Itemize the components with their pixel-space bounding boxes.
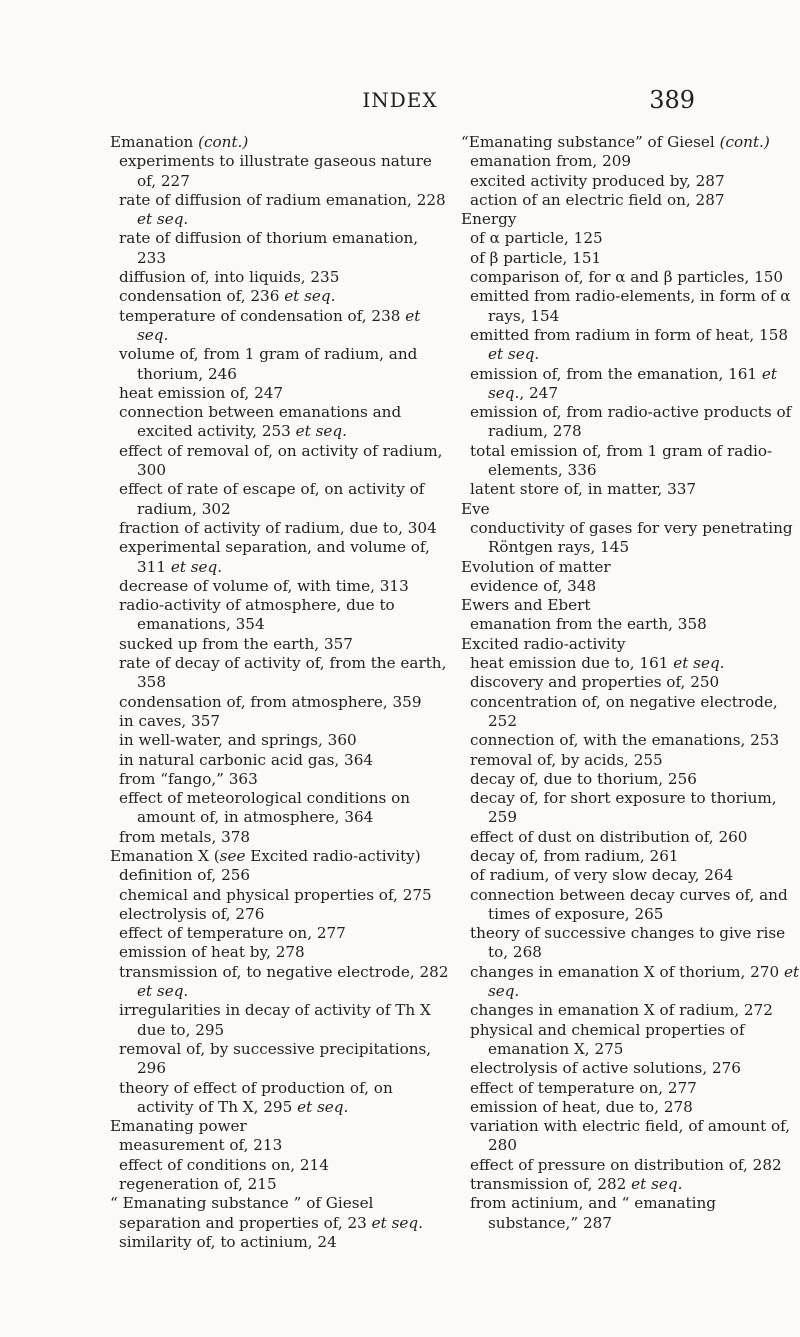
index-subentry [461, 751, 800, 770]
index-subentry [110, 1001, 450, 1040]
index-heading [461, 133, 800, 152]
index-subentry [461, 866, 800, 885]
index-subentry [110, 693, 450, 712]
index-heading [461, 596, 800, 615]
entry-text: Evolution of matter [461, 557, 611, 576]
entry-text: emission of, from the emanation, 161 [470, 364, 758, 383]
entry-text: rate of diffusion of radium emanation, 228 [119, 190, 446, 209]
entry-text: emanation from, 209 [470, 152, 632, 171]
entry-text: emission of, from radio-active products of radium, 278 [470, 403, 792, 441]
entry-text: decay of, for short exposure to thorium, 259 [470, 789, 777, 827]
entry-italic-note: et seq. [137, 306, 421, 344]
index-subentry [110, 191, 450, 230]
entry-text: in well-water, and springs, 360 [119, 731, 357, 750]
index-subentry [110, 654, 450, 693]
entry-italic-note: et seq. [284, 287, 336, 306]
index-subentry [461, 1021, 800, 1060]
index-subentry [461, 789, 800, 828]
entry-text: electrolysis of active solutions, 276 [470, 1059, 741, 1078]
index-subentry [461, 1156, 800, 1175]
entry-text: in caves, 357 [119, 711, 221, 730]
entry-text: theory of successive changes to give rise to, 268 [470, 924, 786, 962]
entry-text: heat emission due to, 161 [470, 654, 669, 673]
entry-text: concentration of, on negative electrode, 252 [470, 692, 778, 730]
entry-text: emitted from radio-elements, in form of α rays, 154 [470, 287, 791, 325]
index-subentry [110, 1214, 450, 1233]
index-heading [110, 133, 450, 152]
index-subentry [461, 1194, 800, 1233]
index-subentry [461, 152, 800, 171]
entry-text: effect of pressure on distribution of, 282 [470, 1155, 782, 1174]
entry-text: Eve [461, 499, 490, 518]
index-subentry [110, 538, 450, 577]
entry-text: effect of conditions on, 214 [119, 1155, 329, 1174]
entry-italic-note: et seq. [137, 210, 189, 229]
entry-text: physical and chemical properties of emanation X, 275 [470, 1020, 745, 1058]
index-subentry [461, 268, 800, 287]
entry-italic-note: et seq. [488, 962, 800, 1001]
entry-text: experiments to illustrate gaseous nature of, 227 [119, 152, 432, 190]
entry-text: from metals, 378 [119, 827, 251, 846]
entry-text: condensation of, 236 [119, 287, 280, 306]
index-subentry [110, 866, 450, 885]
entry-text: definition of, 256 [119, 866, 251, 885]
index-subentry [461, 365, 800, 404]
entry-text: removal of, by acids, 255 [470, 750, 663, 769]
index-subentry [110, 307, 450, 346]
entry-text: Emanation X ( [110, 846, 220, 865]
entry-text: regeneration of, 215 [119, 1175, 277, 1194]
entry-text: changes in emanation X of radium, 272 [470, 1001, 773, 1020]
index-subentry [461, 577, 800, 596]
entry-text: Excited radio-activity [461, 634, 626, 653]
index-subentry [461, 963, 800, 1002]
entry-text: transmission of, 282 [470, 1175, 627, 1194]
index-subentry [461, 924, 800, 963]
index-subentry [110, 963, 450, 1002]
entry-text: effect of dust on distribution of, 260 [470, 827, 748, 846]
index-subentry [461, 770, 800, 789]
index-subentry [461, 480, 800, 499]
entry-text: experimental separation, and volume of, 311 [119, 538, 430, 576]
entry-text: theory of effect of production of, on activity of Th X, 295 [119, 1078, 393, 1116]
index-subentry [461, 693, 800, 732]
entry-text: effect of meteorological conditions on amount of, in atmosphere, 364 [119, 789, 411, 827]
entry-text: from actinium, and “ emanating substance,” 287 [470, 1194, 716, 1232]
entry-text: rate of diffusion of thorium emanation, 233 [119, 229, 419, 267]
index-subentry [110, 886, 450, 905]
entry-text: irregularities in decay of activity of Th X due to, 295 [119, 1001, 431, 1039]
index-subentry [110, 480, 450, 519]
entry-text: evidence of, 348 [470, 576, 597, 595]
entry-text: discovery and properties of, 250 [470, 673, 720, 692]
entry-text: similarity of, to actinium, 24 [119, 1232, 337, 1251]
entry-italic-note: et seq. [170, 557, 223, 576]
page-number: 389 [649, 86, 695, 114]
entry-text: changes in emanation X of thorium, 270 [470, 962, 780, 981]
index-subentry [461, 287, 800, 326]
index-subentry [461, 1098, 800, 1117]
index-subentry [110, 1136, 450, 1155]
entry-text: connection of, with the emanations, 253 [470, 731, 780, 750]
entry-italic-note: (cont.) [719, 133, 770, 151]
entry-text: connection between emanations and excited activity, 253 [119, 403, 402, 441]
entry-text: emitted from radium in form of heat, 158 [470, 325, 789, 344]
index-subentry [110, 770, 450, 789]
index-column-left [110, 133, 450, 1252]
index-heading [461, 500, 800, 519]
entry-text: Ewers and Ebert [461, 596, 591, 615]
entry-text: chemical and physical properties of, 275 [119, 885, 432, 904]
entry-italic-note: et seq. [295, 422, 347, 441]
entry-italic-note: et seq. [488, 345, 540, 364]
index-subentry [110, 943, 450, 962]
index-subentry [461, 828, 800, 847]
index-subentry [110, 403, 450, 442]
index-heading [110, 1117, 450, 1136]
index-subentry [461, 191, 800, 210]
entry-italic-note: et seq. [297, 1097, 349, 1116]
entry-text: fraction of activity of radium, due to, 304 [119, 518, 437, 537]
entry-text: radio-activity of atmosphere, due to emanations, 354 [119, 596, 395, 634]
entry-text: Emanating power [110, 1117, 247, 1136]
entry-text: excited activity produced by, 287 [470, 171, 725, 190]
index-subentry [110, 905, 450, 924]
entry-text: electrolysis of, 276 [119, 904, 265, 923]
index-subentry [461, 519, 800, 558]
index-subentry [461, 1059, 800, 1078]
index-subentry [110, 229, 450, 268]
entry-text: “ Emanating substance ” of Giesel [110, 1194, 374, 1213]
entry-italic-note: et seq. [488, 364, 778, 402]
entry-text: decay of, from radium, 261 [470, 846, 679, 865]
index-subentry [110, 519, 450, 538]
index-subentry [461, 1175, 800, 1194]
index-heading [461, 558, 800, 577]
entry-text: in natural carbonic acid gas, 364 [119, 750, 374, 769]
entry-text: of α particle, 125 [470, 229, 603, 248]
entry-text: diffusion of, into liquids, 235 [119, 268, 340, 287]
entry-text: condensation of, from atmosphere, 359 [119, 692, 422, 711]
index-subentry [461, 673, 800, 692]
index-subentry [110, 287, 450, 306]
index-subentry [461, 1001, 800, 1020]
index-subentry [461, 1079, 800, 1098]
entry-text: effect of temperature on, 277 [119, 924, 346, 943]
entry-text: Energy [461, 210, 517, 229]
entry-text: transmission of, to negative electrode, 282 [119, 962, 449, 981]
entry-text: decay of, due to thorium, 256 [470, 769, 697, 788]
index-subentry [461, 1117, 800, 1156]
index-subentry [461, 249, 800, 268]
index-subentry [461, 229, 800, 248]
index-subentry [461, 172, 800, 191]
index-subentry [110, 731, 450, 750]
entry-text: separation and properties of, 23 [119, 1213, 367, 1232]
entry-text: emission of heat by, 278 [119, 943, 305, 962]
index-subentry [110, 751, 450, 770]
entry-text: volume of, from 1 gram of radium, and thorium, 246 [119, 345, 418, 383]
index-subentry [461, 886, 800, 925]
index-heading [110, 1194, 450, 1213]
index-subentry [110, 1175, 450, 1194]
entry-text: effect of temperature on, 277 [470, 1078, 697, 1097]
index-heading [110, 847, 450, 866]
entry-text: “Emanating substance” of Giesel [461, 133, 715, 151]
index-heading [461, 635, 800, 654]
entry-text: of radium, of very slow decay, 264 [470, 866, 734, 885]
entry-italic-note: et seq. [631, 1175, 683, 1194]
entry-text: connection between decay curves of, and times of exposure, 265 [470, 885, 788, 923]
entry-text: temperature of condensation of, 238 [119, 306, 401, 325]
index-subentry [110, 924, 450, 943]
entry-text: effect of rate of escape of, on activity of radium, 302 [119, 480, 425, 518]
index-subentry [110, 1156, 450, 1175]
entry-tail: , 247 [519, 383, 558, 402]
index-subentry [110, 345, 450, 384]
entry-text: variation with electric field, of amount of, 280 [470, 1117, 791, 1155]
entry-italic-note: (cont.) [198, 133, 249, 151]
entry-text: latent store of, in matter, 337 [470, 480, 697, 499]
entry-text: sucked up from the earth, 357 [119, 634, 353, 653]
index-subentry [461, 731, 800, 750]
index-subentry [461, 326, 800, 365]
entry-text: conductivity of gases for very penetrating Röntgen rays, 145 [470, 518, 793, 557]
index-subentry [461, 654, 800, 673]
entry-text: decrease of volume of, with time, 313 [119, 576, 409, 595]
index-subentry [110, 442, 450, 481]
entry-text: total emission of, from 1 gram of radio-elements, 336 [470, 441, 773, 480]
index-subentry [110, 384, 450, 403]
index-subentry [110, 1040, 450, 1079]
index-subentry [110, 1079, 450, 1118]
entry-tail: Excited radio-activity) [245, 846, 421, 865]
index-subentry [110, 152, 450, 191]
entry-text: rate of decay of activity of, from the earth, 358 [119, 654, 447, 692]
entry-text: emission of heat, due to, 278 [470, 1097, 693, 1116]
entry-text: measurement of, 213 [119, 1136, 283, 1155]
entry-italic-note: see [219, 846, 246, 865]
index-subentry [110, 577, 450, 596]
index-subentry [110, 268, 450, 287]
entry-text: emanation from the earth, 358 [470, 615, 707, 634]
index-column-right [461, 133, 800, 1233]
entry-text: Emanation [110, 133, 194, 151]
entry-italic-note: et seq. [673, 654, 725, 673]
running-title: INDEX [362, 88, 438, 112]
index-subentry [461, 847, 800, 866]
index-subentry [110, 635, 450, 654]
entry-italic-note: et seq. [371, 1213, 423, 1232]
entry-text: comparison of, for α and β particles, 150 [470, 268, 784, 287]
index-subentry [110, 596, 450, 635]
index-subentry [110, 1233, 450, 1252]
entry-text: effect of removal of, on activity of radium, 300 [119, 441, 443, 480]
index-subentry [110, 828, 450, 847]
index-subentry [461, 615, 800, 634]
index-subentry [110, 789, 450, 828]
index-heading [461, 210, 800, 229]
entry-text: removal of, by successive precipitations, 296 [119, 1039, 432, 1078]
entry-italic-note: et seq. [137, 982, 189, 1001]
entry-text: heat emission of, 247 [119, 383, 284, 402]
entry-text: of β particle, 151 [470, 248, 602, 267]
index-subentry [461, 403, 800, 442]
page-header [105, 88, 695, 112]
entry-text: action of an electric field on, 287 [470, 190, 725, 209]
index-subentry [461, 442, 800, 481]
index-subentry [110, 712, 450, 731]
entry-text: from “fango,” 363 [119, 769, 258, 788]
